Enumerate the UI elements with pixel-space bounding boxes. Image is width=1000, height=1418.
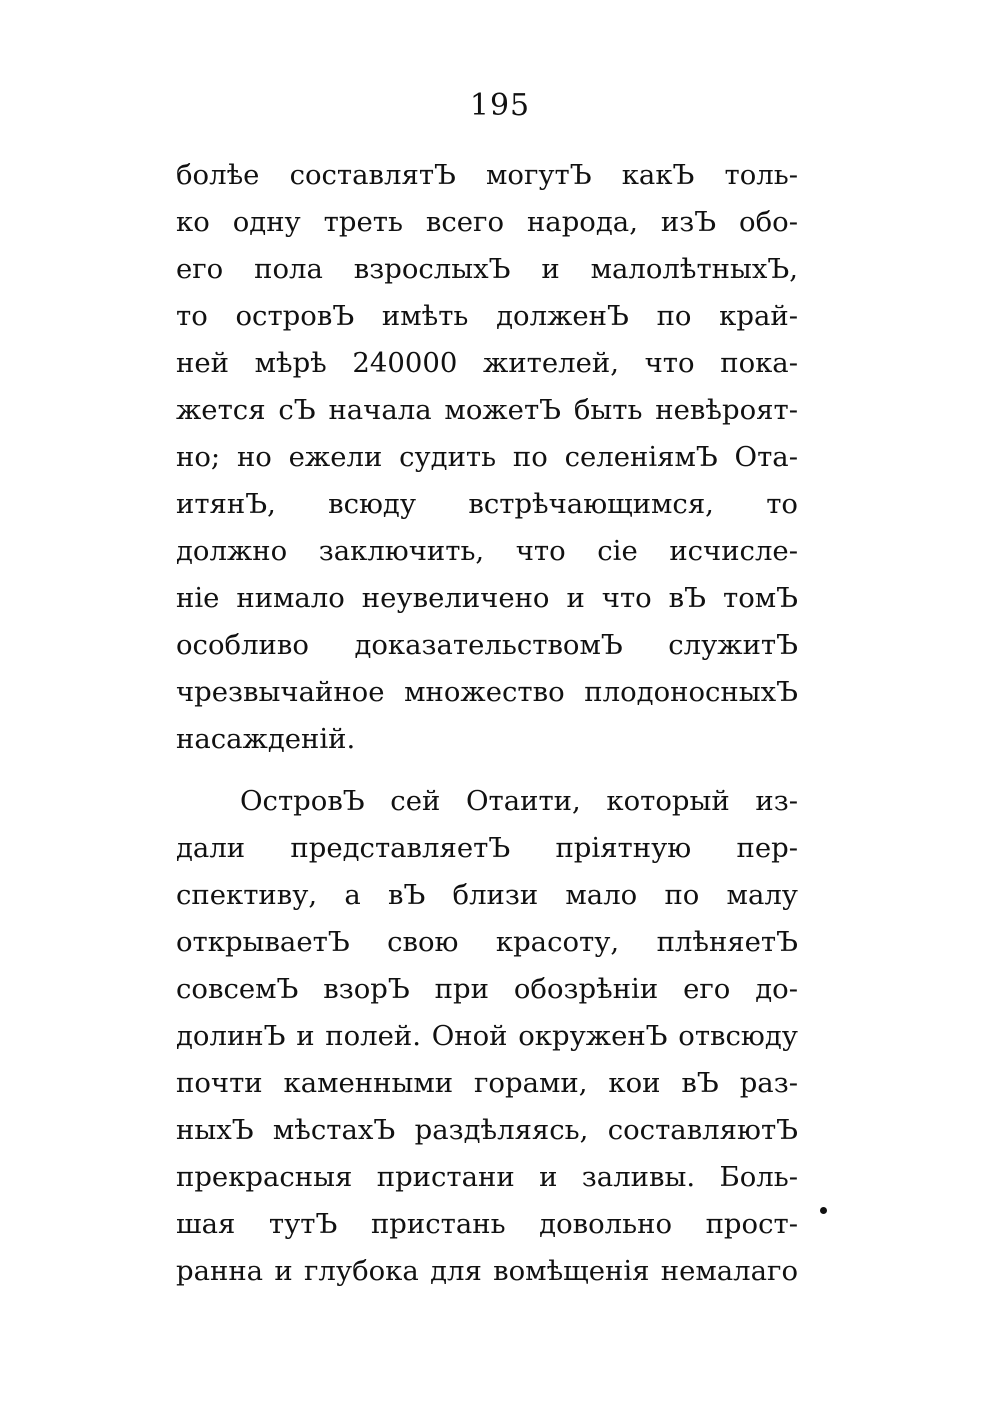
text-line: то островЪ имѣть долженЪ по край- (176, 300, 798, 332)
paragraph-spacer (176, 763, 798, 778)
text-line: но; но ежели судить по селеніямЪ Ота- (176, 441, 798, 473)
paragraph-1 (176, 152, 798, 763)
text-line: насажденій. (176, 723, 356, 755)
body-text (176, 152, 798, 1295)
text-line: должно заключить, что сіе исчисле- (176, 535, 798, 567)
text-line: ранна и глубока для вомѣщенія немалаго (176, 1255, 798, 1287)
text-line: долинЪ и полей. Оной окруженЪ отвсюду (176, 1020, 798, 1052)
text-line: спективу, а вЪ близи мало по малу (176, 879, 798, 911)
text-line: итянЪ, всюду встрѣчающимся, то (176, 488, 798, 520)
text-line: ко одну треть всего народа, изЪ обо- (176, 206, 798, 238)
text-line: его пола взрослыхЪ и малолѣтныхЪ, (176, 253, 798, 285)
ink-speck (820, 1207, 827, 1214)
text-line: ныхЪ мѣстахЪ раздѣляясь, составляютЪ (176, 1114, 798, 1146)
text-line: открываетЪ свою красоту, плѣняетЪ (176, 926, 798, 958)
text-line: ніе нимало неувеличено и что вЪ томЪ (176, 582, 798, 614)
text-line: особливо доказательствомЪ служитЪ (176, 629, 798, 661)
text-line: болѣе составлятЪ могутЪ какЪ толь- (176, 159, 798, 191)
text-line: ней мѣрѣ 240000 жителей, что пока- (176, 347, 798, 379)
text-line: чрезвычайное множество плодоносныхЪ (176, 676, 798, 708)
page-number: 195 (469, 88, 531, 123)
text-line: шая тутЪ пристань довольно прост- (176, 1208, 798, 1240)
paragraph-2 (176, 778, 798, 1295)
text-line: совсемЪ взорЪ при обозрѣніи его до- (176, 973, 798, 1005)
text-line: жется сЪ начала можетЪ быть невѣроят- (176, 394, 798, 426)
text-line: почти каменными горами, кои вЪ раз- (176, 1067, 798, 1099)
text-line: дали представляетЪ пріятную пер- (176, 832, 798, 864)
text-line: прекрасныя пристани и заливы. Боль- (176, 1161, 798, 1193)
text-line: ОстровЪ сей Отаити, который из- (240, 785, 798, 817)
